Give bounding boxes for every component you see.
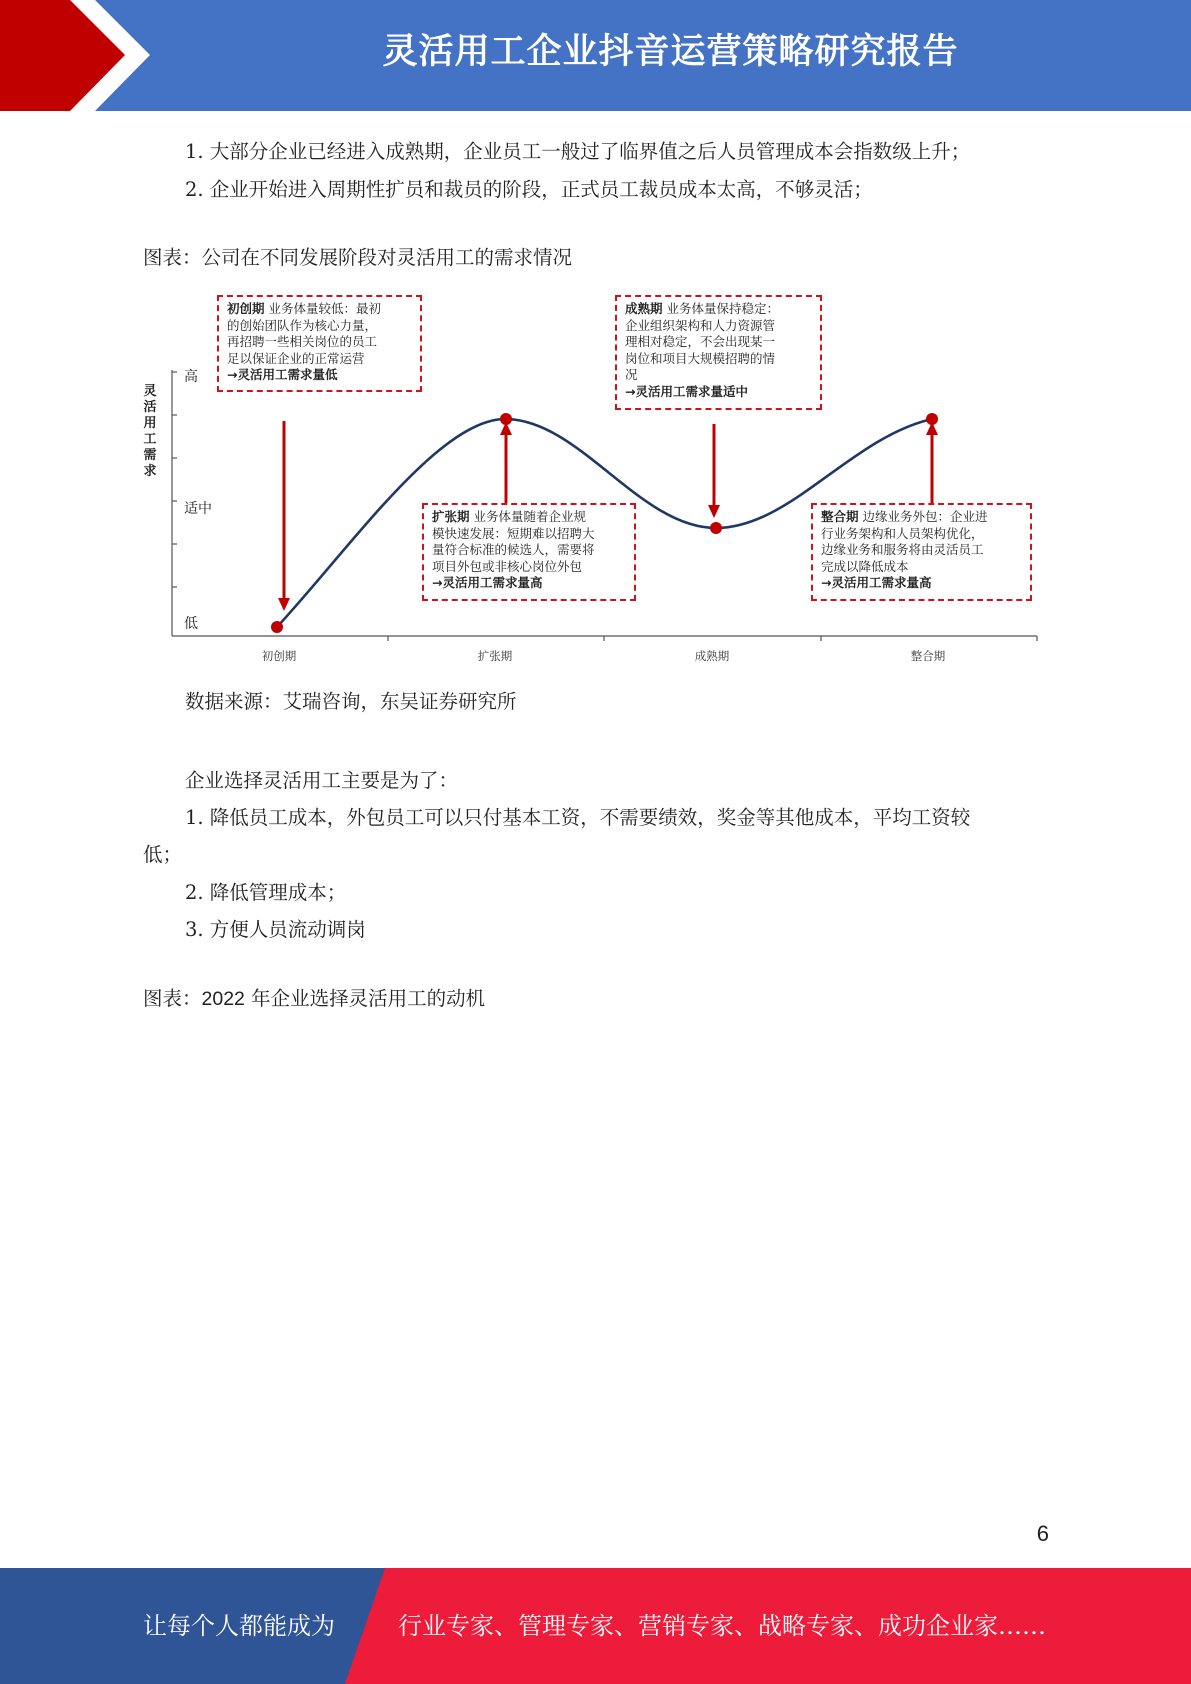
page-number: 6	[1036, 1521, 1049, 1546]
annotation-line: 企业组织架构和人力资源管	[625, 317, 776, 333]
intro-item-2: 2. 企业开始进入周期性扩员和裁员的阶段，正式员工裁员成本太高，不够灵活；	[185, 178, 873, 201]
page-footer	[0, 1568, 1191, 1684]
annotation-result: →灵活用工需求量高	[432, 575, 543, 590]
header-arrow-decoration	[0, 0, 160, 111]
figure-2-caption-year: 2022	[201, 988, 245, 1010]
y-axis-ticks	[172, 372, 177, 587]
x-tick-mature: 成熟期	[694, 649, 730, 663]
reason-item-2: 2. 降低管理成本；	[185, 881, 347, 904]
point-mature	[710, 522, 722, 534]
arrow-integration	[926, 422, 938, 506]
footer-slogan-right: 行业专家、管理专家、营销专家、战略专家、成功企业家……	[398, 1612, 1046, 1640]
figure-1-caption: 图表：公司在不同发展阶段对灵活用工的需求情况	[143, 246, 573, 269]
x-axis-ticks	[388, 636, 1037, 641]
annotation-stage: 成熟期	[625, 301, 663, 316]
annotation-startup	[217, 295, 422, 392]
annotation-line: 业务体量较低：最初	[268, 301, 382, 316]
annotation-line: 足以保证企业的正常运营	[227, 350, 365, 366]
annotation-line: 再招聘一些相关岗位的员工	[227, 334, 378, 349]
x-tick-startup: 初创期	[261, 649, 297, 663]
figure-2-caption	[143, 985, 485, 1013]
annotation-line: 量符合标准的候选人，需要将	[432, 542, 595, 557]
annotation-line: 岗位和项目大规模招聘的情	[625, 350, 776, 366]
reason-item-1-line-2: 低；	[143, 843, 183, 866]
annotation-line: 业务体量随着企业规	[473, 509, 587, 524]
reason-item-1-line-1: 1. 降低员工成本，外包员工可以只付基本工资，不需要绩效，奖金等其他成本，平均工资较	[185, 806, 971, 829]
page-header	[0, 0, 1191, 111]
reason-item-3: 3. 方便人员流动调岗	[185, 918, 366, 941]
annotation-stage: 扩张期	[432, 509, 470, 524]
annotation-expansion	[422, 503, 636, 601]
y-tick-medium: 适中	[184, 501, 212, 517]
figure-1-source: 数据来源：艾瑞咨询，东吴证券研究所	[185, 690, 517, 713]
report-title: 灵活用工企业抖音运营策略研究报告	[382, 32, 959, 72]
annotation-mature	[615, 295, 822, 410]
annotation-line: 边缘业务和服务将由灵活员工	[821, 542, 984, 557]
annotation-line: 况	[625, 367, 638, 382]
annotation-line: 行业务架构和人员架构优化，	[821, 525, 984, 541]
annotation-line: 的创始团队作为核心力量，	[227, 317, 378, 333]
annotation-line: 模快速发展：短期难以招聘大	[432, 525, 595, 541]
demand-stage-chart	[140, 288, 1040, 673]
figure-2-caption-prefix: 图表：	[143, 987, 202, 1010]
figure-2-caption-suffix: 年企业选择灵活用工的动机	[244, 987, 486, 1010]
arrow-startup	[278, 421, 290, 611]
y-tick-high: 高	[184, 369, 198, 385]
point-startup	[271, 621, 283, 633]
annotation-line: 项目外包或非核心岗位外包	[432, 558, 583, 574]
annotation-line: 完成以降低成本	[821, 558, 909, 574]
annotation-stage: 整合期	[821, 509, 859, 524]
annotation-line: 边缘业务外包：企业进	[862, 509, 988, 524]
reasons-intro: 企业选择灵活用工主要是为了：	[185, 769, 459, 792]
annotation-result: →灵活用工需求量低	[227, 367, 338, 382]
footer-slogan-left: 让每个人都能成为	[143, 1612, 335, 1640]
y-tick-low: 低	[184, 616, 198, 632]
y-axis-title: 灵活用工需求	[143, 384, 157, 479]
annotation-integration	[811, 503, 1032, 601]
x-tick-integration: 整合期	[910, 649, 946, 663]
point-integration	[926, 413, 938, 425]
intro-item-1: 1. 大部分企业已经进入成熟期，企业员工一般过了临界值之后人员管理成本会指数级上升；	[185, 140, 971, 163]
annotation-result: →灵活用工需求量适中	[625, 383, 748, 399]
annotation-result: →灵活用工需求量高	[821, 575, 932, 590]
x-tick-expansion: 扩张期	[477, 649, 513, 663]
annotation-stage: 初创期	[227, 301, 265, 316]
arrow-expansion	[500, 422, 512, 506]
point-expansion	[500, 413, 512, 425]
annotation-line: 理相对稳定，不会出现某一	[625, 334, 776, 349]
annotation-line: 业务体量保持稳定：	[666, 301, 780, 316]
arrow-mature	[708, 424, 720, 518]
